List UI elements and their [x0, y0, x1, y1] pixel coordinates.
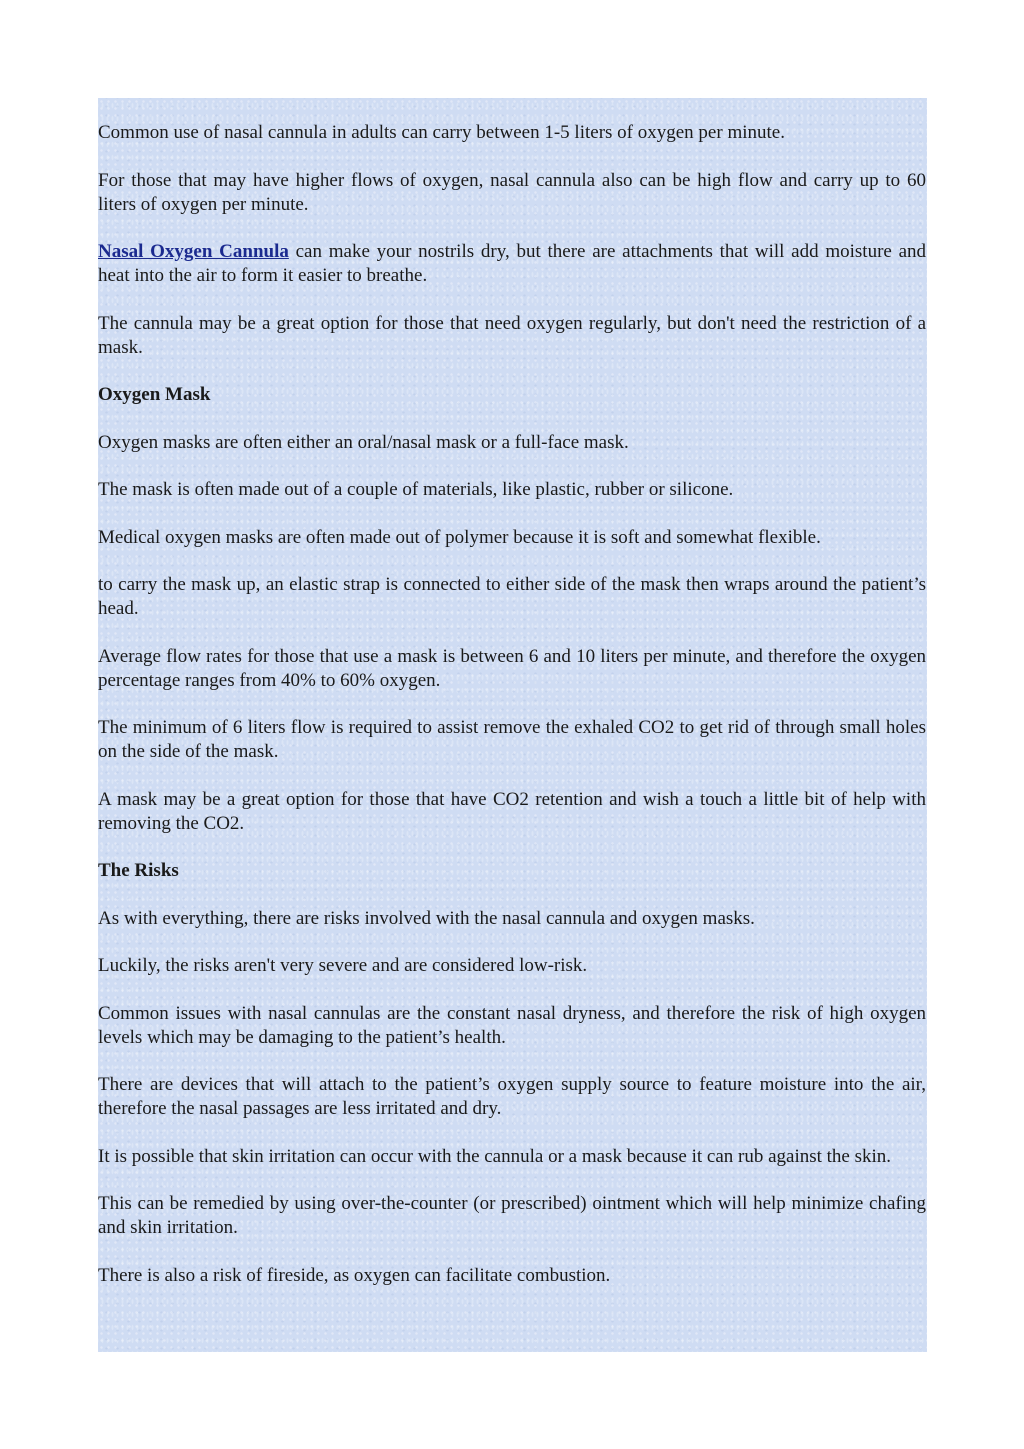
heading-the-risks: The Risks: [98, 860, 179, 881]
paragraph-co2-retention: A mask may be a great option for those that have CO2 retention and wish a touch a little bit of help with removing the CO2.: [98, 788, 926, 834]
paragraph-mask-types: Oxygen masks are often either an oral/nasal mask or a full-face mask.: [98, 431, 629, 453]
paragraph-mask-flow-rates: Average flow rates for those that use a mask is between 6 and 10 liters per minute, and therefore the oxygen percentage ranges from 40% to 60% oxygen.: [98, 645, 926, 691]
paragraph-mask-materials: The mask is often made out of a couple of materials, like plastic, rubber or silicone.: [98, 479, 734, 500]
paragraph-fire-risk: There is also a risk of fireside, as oxygen can facilitate combustion.: [98, 1264, 611, 1286]
paragraph-cannula-option: The cannula may be a great option for those that need oxygen regularly, but don't need the restriction of a mask.: [98, 312, 926, 358]
paragraph-cannula-dryness: Nasal Oxygen Cannula can make your nostrils dry, but there are attachments that will add moisture and heat into the air to form it easier to breathe.: [98, 241, 927, 286]
paragraph-cannula-adult-flow: Common use of nasal cannula in adults can carry between 1-5 liters of oxygen per minute.: [98, 122, 785, 143]
paragraph-common-issues: Common issues with nasal cannulas are the constant nasal dryness, and therefore the risk of high oxygen levels which may be damaging to the patient’s health.: [98, 1002, 926, 1048]
paragraph-low-risk: Luckily, the risks aren't very severe and are considered low-risk.: [98, 955, 588, 976]
paragraph-minimum-flow: The minimum of 6 liters flow is required to assist remove the exhaled CO2 to get rid of through small holes on the side of the mask.: [98, 717, 926, 762]
nasal-oxygen-cannula-link[interactable]: Nasal Oxygen Cannula: [98, 241, 289, 262]
paragraph-moisture-devices: There are devices that will attach to the patient’s oxygen supply source to feature moisture into the air, therefore the nasal passages are less irritated and dry.: [98, 1074, 926, 1119]
paragraph-high-flow-cannula: For those that may have higher flows of oxygen, nasal cannula also can be high flow and carry up to 60 liters of oxygen per minute.: [98, 169, 926, 215]
paragraph-skin-irritation: It is possible that skin irritation can occur with the cannula or a mask because it can rub against the skin.: [98, 1145, 892, 1167]
paragraph-mask-polymer: Medical oxygen masks are often made out of polymer because it is soft and somewhat flexible.: [98, 526, 821, 548]
heading-oxygen-mask: Oxygen Mask: [98, 384, 211, 405]
paragraph-ointment-remedy: This can be remedied by using over-the-counter (or prescribed) ointment which will help minimize chafing and skin irritation.: [98, 1193, 926, 1238]
paragraph-risks-intro: As with everything, there are risks involved with the nasal cannula and oxygen masks.: [98, 907, 755, 929]
article-body: [98, 121, 926, 1311]
paragraph-mask-strap: to carry the mask up, an elastic strap is connected to either side of the mask then wraps around the patient’s head.: [98, 574, 926, 619]
